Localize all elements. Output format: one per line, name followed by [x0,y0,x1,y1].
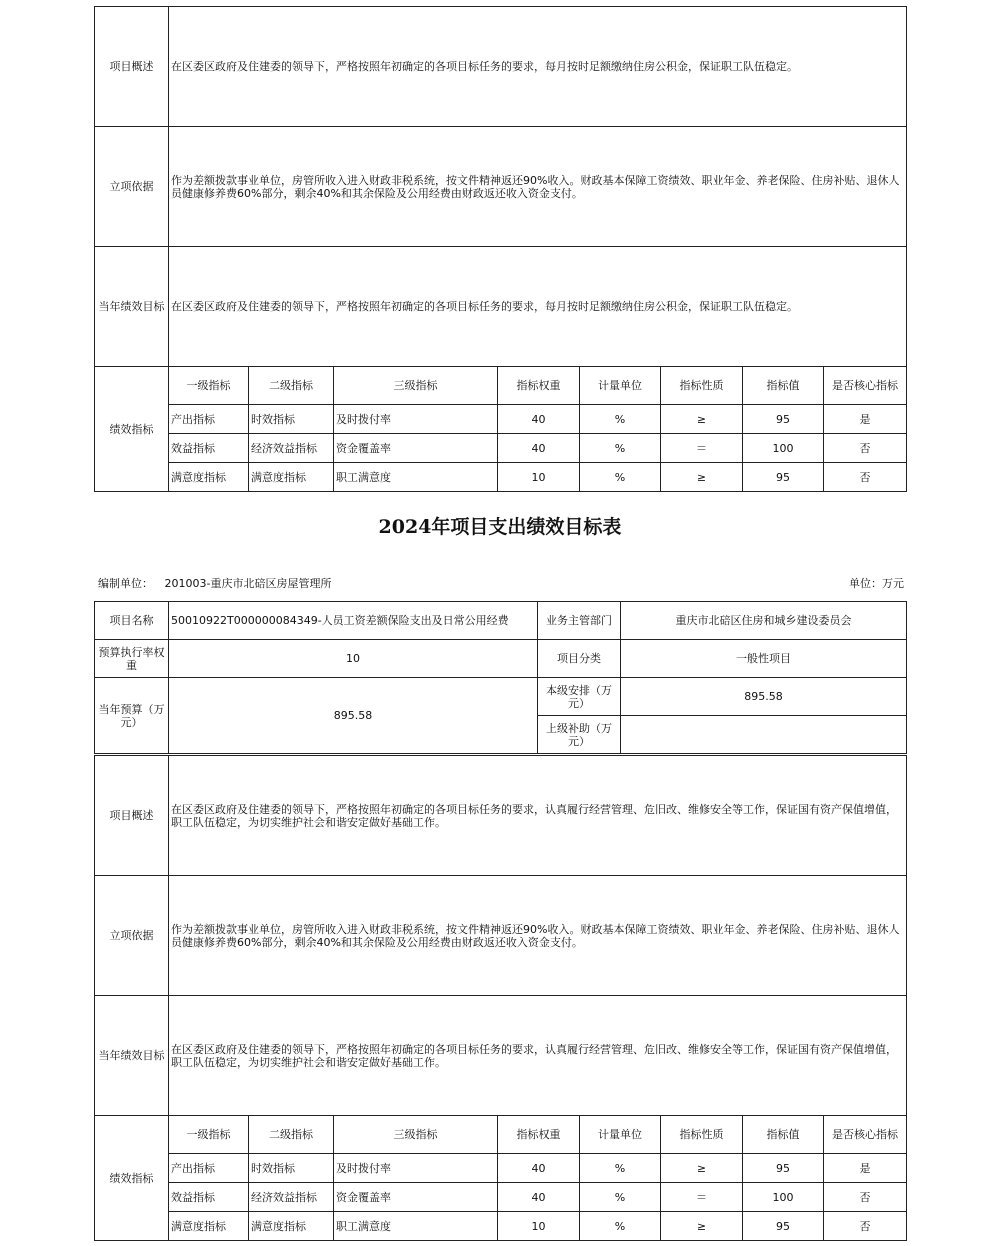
cell: 产出指标 [169,1154,249,1183]
table-row [95,1212,907,1241]
table-row [95,463,907,492]
cell: 100 [743,434,824,463]
table-row [95,405,907,434]
cell: 40 [498,1154,580,1183]
cell: 10 [498,1212,580,1241]
performance-table-1 [94,6,907,492]
header-cell: 指标权重 [498,1116,580,1154]
cell: 产出指标 [169,405,249,434]
goal-text: 在区委区政府及住建委的领导下，严格按照年初确定的各项目标任务的要求，认真履行经营管理、危旧改、维修安全等工作，保证国有资产保值增值，职工队伍稳定，为切实维护社会和谐安定做好基础工作。 [169,996,907,1116]
cell: 经济效益指标 [249,1183,334,1212]
cell: % [580,405,661,434]
header-cell: 三级指标 [334,1116,498,1154]
cell: 时效指标 [249,405,334,434]
local-label: 本级安排（万元） [538,678,621,716]
overview-label: 项目概述 [95,7,169,127]
cell: 满意度指标 [169,1212,249,1241]
cell: ≥ [661,1154,743,1183]
overview-text: 在区委区政府及住建委的领导下，严格按照年初确定的各项目标任务的要求，每月按时足额缴纳住房公积金，保证职工队伍稳定。 [169,7,907,127]
header-cell: 计量单位 [580,367,661,405]
cell: ≥ [661,405,743,434]
cell: ≥ [661,463,743,492]
dept-label: 业务主管部门 [538,602,621,640]
cell: 95 [743,463,824,492]
header-cell: 三级指标 [334,367,498,405]
compiling-unit [98,575,331,591]
cell: 满意度指标 [169,463,249,492]
cell: 40 [498,405,580,434]
goal-label: 当年绩效目标 [95,996,169,1116]
cell: 资金覆盖率 [334,434,498,463]
budget-value: 895.58 [169,678,538,754]
budget-label: 当年预算（万元） [95,678,169,754]
basis-label: 立项依据 [95,876,169,996]
cell: 职工满意度 [334,463,498,492]
cell: 95 [743,405,824,434]
table-row [95,434,907,463]
cell: 满意度指标 [249,463,334,492]
local-value: 895.58 [621,678,907,716]
overview-label: 项目概述 [95,756,169,876]
table-row [95,1154,907,1183]
cell: ＝ [661,434,743,463]
cell: 否 [824,463,907,492]
cell: 10 [498,463,580,492]
cell: 40 [498,434,580,463]
dept-value: 重庆市北碚区住房和城乡建设委员会 [621,602,907,640]
cell: 及时拨付率 [334,405,498,434]
compiling-unit-value: 201003-重庆市北碚区房屋管理所 [164,577,332,590]
header-cell: 一级指标 [169,367,249,405]
cell: 职工满意度 [334,1212,498,1241]
basis-label: 立项依据 [95,127,169,247]
table-row [95,1183,907,1212]
cell: 资金覆盖率 [334,1183,498,1212]
perf-label: 绩效指标 [95,367,169,492]
performance-table-2 [94,755,907,1241]
cell: 及时拨付率 [334,1154,498,1183]
cell: 经济效益指标 [249,434,334,463]
cell: 效益指标 [169,434,249,463]
header-cell: 指标性质 [661,1116,743,1154]
upper-value [621,716,907,754]
header-cell: 指标值 [743,367,824,405]
basis-text: 作为差额拨款事业单位，房管所收入进入财政非税系统，按文件精神返还90%收入。财政基本保障工资绩效、职业年金、养老保险、住房补贴、退休人员健康修养费60%部分，剩余40%和其余保险及公用经费由财政返还收入资金支付。 [169,876,907,996]
header-cell: 二级指标 [249,367,334,405]
cell: 100 [743,1183,824,1212]
cell: 否 [824,1183,907,1212]
project-name-value: 50010922T000000084349-人员工资差额保险支出及日常公用经费 [169,602,538,640]
class-label: 项目分类 [538,640,621,678]
goal-text: 在区委区政府及住建委的领导下，严格按照年初确定的各项目标任务的要求，每月按时足额缴纳住房公积金，保证职工队伍稳定。 [169,247,907,367]
cell: ≥ [661,1212,743,1241]
cell: 满意度指标 [249,1212,334,1241]
header-cell: 指标性质 [661,367,743,405]
cell: 95 [743,1154,824,1183]
header-cell: 一级指标 [169,1116,249,1154]
class-value: 一般性项目 [621,640,907,678]
header-cell: 是否核心指标 [824,367,907,405]
cell: % [580,1183,661,1212]
cell: 否 [824,1212,907,1241]
project-info-table [94,601,907,754]
cell: % [580,1154,661,1183]
cell: 否 [824,434,907,463]
goal-label: 当年绩效目标 [95,247,169,367]
cell: 是 [824,1154,907,1183]
cell: ＝ [661,1183,743,1212]
rate-label: 预算执行率权重 [95,640,169,678]
project-name-label: 项目名称 [95,602,169,640]
upper-label: 上级补助（万元） [538,716,621,754]
cell: % [580,463,661,492]
cell: 效益指标 [169,1183,249,1212]
header-cell: 二级指标 [249,1116,334,1154]
header-cell: 指标权重 [498,367,580,405]
header-cell: 是否核心指标 [824,1116,907,1154]
compiling-unit-label: 编制单位： [98,577,153,590]
cell: % [580,1212,661,1241]
money-unit: 单位：万元 [849,577,904,590]
rate-value: 10 [169,640,538,678]
basis-text: 作为差额拨款事业单位，房管所收入进入财政非税系统，按文件精神返还90%收入。财政基本保障工资绩效、职业年金、养老保险、住房补贴、退休人员健康修养费60%部分，剩余40%和其余保险及公用经费由财政返还收入资金支付。 [169,127,907,247]
cell: 40 [498,1183,580,1212]
cell: 是 [824,405,907,434]
overview-text: 在区委区政府及住建委的领导下，严格按照年初确定的各项目标任务的要求，认真履行经营管理、危旧改、维修安全等工作，保证国有资产保值增值，职工队伍稳定，为切实维护社会和谐安定做好基础工作。 [169,756,907,876]
header-cell: 计量单位 [580,1116,661,1154]
cell: % [580,434,661,463]
page-title: 2024年项目支出绩效目标表 [378,516,622,538]
cell: 时效指标 [249,1154,334,1183]
header-cell: 指标值 [743,1116,824,1154]
cell: 95 [743,1212,824,1241]
perf-label: 绩效指标 [95,1116,169,1241]
